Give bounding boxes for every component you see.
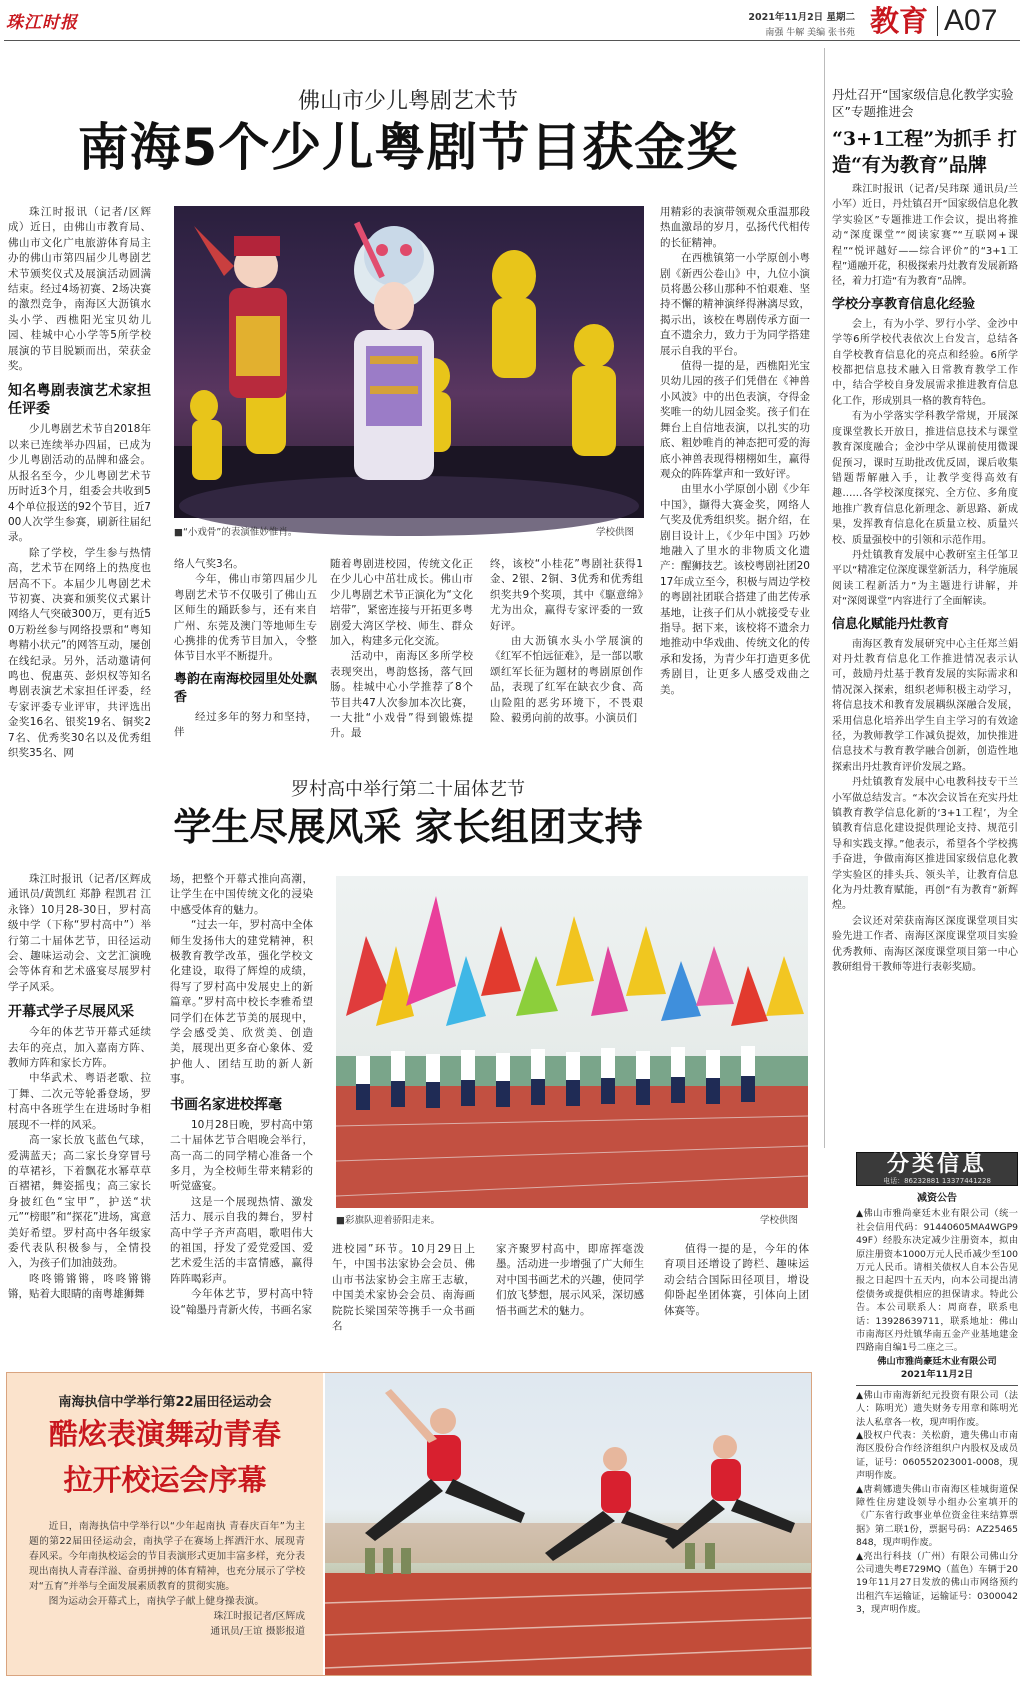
- header-divider: [937, 6, 938, 36]
- article1-col4: [490, 557, 643, 735]
- subheading: 书画名家进校挥毫: [170, 1096, 282, 1113]
- page-editors: 南强 牛解 美编 张书苑: [765, 28, 855, 38]
- subheading: 信息化赋能丹灶教育: [832, 616, 950, 632]
- article2-headline: 学生尽展风采 家长组团支持: [173, 805, 643, 849]
- paragraph: 会上，有为小学、罗行小学、金沙中学等6所学校代表依次上台发言，总结各自学校教育信息化的亮点和经验。6所学校都把信息技术融入日常教育教学工作中，结合学校自身发展需求推进教育信息化工作，形成别具一格的教育特色。: [832, 318, 1018, 407]
- classified-section: [856, 1192, 1018, 1677]
- article1-col1: [8, 205, 151, 759]
- sidebar-divider: [824, 48, 825, 1148]
- paragraph: 少儿粤剧艺术节自2018年以来已连续举办四届，已成为少儿粤剧活动的品牌和盛会。从报名至今，少儿粤剧艺术节历时近3个月，组委会共收到54个单位报送的92个节目，近700人次学生参赛，刷新往届纪录。: [8, 423, 151, 544]
- article3-kicker: 南海执信中学举行第22届田径运动会: [58, 1395, 272, 1410]
- flag-photo-caption: ■彩旗队迎着骄阳走来。: [336, 1215, 440, 1226]
- article1-col3: [330, 557, 473, 740]
- article1-headline: 南海5个少儿粤剧节目获金奖: [77, 119, 739, 178]
- paragraph: 用精彩的表演带领观众重温那段热血激昂的岁月，弘扬代代相传的长征精神。: [660, 206, 810, 249]
- photo-caption: 图为运动会开幕式上，南执学子献上健身操表演。: [48, 1596, 265, 1607]
- paper-name: 珠江时报: [6, 13, 78, 33]
- subheading: 粤韵在南海校园里处处飘香: [174, 671, 318, 705]
- paragraph: 中华武术、粤语老歌、拉丁舞、二次元等轮番登场，罗村高中各班学生在进场时争相展现不一样的风采。: [8, 1072, 151, 1131]
- notice-title: 减资公告: [917, 1193, 957, 1204]
- paragraph: 终，该校“小桂花”粤剧社获得1金、2银、2铜、3优秀和优秀组织奖共9个奖项，其中《駆意绵》尤为出众，赢得专家评委的一致好评。: [490, 558, 643, 632]
- paragraph: 经过多年的努力和坚持，伴: [174, 710, 317, 739]
- paragraph: 在西樵镇第一小学原创小粤剧《新西公卷山》中，九位小演员将愚公移山那种不怕艰难、坚持不懈的精神演绎得淋漓尽致，揭示出，该校在粤剧传承方面一直不遗余力，致力于为同学搭建展示自我的平台。: [660, 252, 810, 357]
- classified-notice: ▲佛山市雅尚豪廷木业有限公司（统一社会信用代码：91440605MA4WGP949F）经股东决定减少注册资本，拟由原注册资本1000万元人民币减少至100万元人民币。请相关债权人自本公告见报之日起四十五天内，向本公司提出清偿债务或提供相应的担保请求。特此公告。本公司联系人：周商春，联系电话：13928639711，联系地址：佛山市南海区丹灶镇华南五金产业基地建金四路南自编1号二座之三。: [856, 1208, 1018, 1354]
- article3-headline-2: 拉开校运会序幕: [63, 1463, 267, 1497]
- paragraph: 珠江时报讯（记者/区辉成 通讯员/黄凯红 郑静 程凯君 江永锋）10月28-30日，罗村高级中学（下称“罗村高中”）举行第二十届体艺节，田径运动会、趣味运动会、文艺汇演晚会等体育和艺术盛宴尽展罗村学子风采。: [8, 873, 151, 993]
- paragraph: 高一家长放飞蓝色气球，爱满蓝天；高二家长身穿冒号的草裙衫，下着飘花水幂草草百褶裙，舞姿摇曳；高三家长身披红色“宝甲”，护送“状元”“榜眼”和“探花”进场，寓意美好希望。罗村高中各年级家委代表队积极参与，全情投入，为孩子们加油鼓劲。: [8, 1134, 151, 1270]
- paragraph: 值得一提的是，西樵阳光宝贝幼儿园的孩子们凭借在《神兽小风波》中的出色表演，夺得金奖唯一的幼儿园金奖。孩子们在舞台上自信地表演，以扎实的功底、粗妙唯肖的神态把可爱的海底小神兽表现得栩栩如生，赢得观众的阵阵掌声和一致好评。: [660, 360, 810, 480]
- paragraph: 丹灶镇教育发展中心电教科技专干兰小军做总结发言。“本次会议旨在充实丹灶镇教育教学信息化新的‘3+1工程’，为全镇教育信息化建设提供理论支持、规范引导和实践支撑。”他表示，希望各个学校携手奋进，争做南海区推进国家级信息化教学实验区的排头兵、领头羊，让教育信息化为丹灶教育赋能，再创“有为教育”新辉煌。: [832, 777, 1018, 912]
- article1-col5: [660, 205, 810, 735]
- paragraph: 近日，南海执信中学举行以“少年起南执 青春庆百年”为主题的第22届田径运动会，南执学子在赛场上挥洒汗水、展现青春风采。今年南执校运会的节目表演形式更加丰富多样，充分表现出南执人青春洋溢、奋勇拼搏的体育精神，也充分展示了学校对“五育”并举与全面发展素质教育的贯彻实施。: [29, 1521, 305, 1592]
- paragraph: 活动中，南海区多所学校表现突出，粤韵悠扬，落气回肠。桂城中心小学推荐了8个节目共47人次参加本次比赛，一大批“小戏骨”得到锻炼提升。最: [330, 650, 473, 740]
- article3-body: [29, 1519, 305, 1639]
- article3-text-panel: [7, 1373, 323, 1675]
- paragraph: 这是一个展现热情、激发活力、展示自我的舞台，罗村高中学子齐声高唱，歌唱伟大的祖国，抒发了爱党爱国、爱艺术爱生活的丰富情感，赢得阵阵喝彩声。: [170, 1195, 313, 1285]
- article3-box: [6, 1372, 812, 1676]
- classified-banner: [856, 1152, 1018, 1186]
- flag-photo-credit: 学校供图: [760, 1215, 799, 1226]
- opera-performers-illustration: [174, 206, 644, 518]
- paragraph: 由里水小学原创小剧《少年中国》，撷得大赛金奖，网络人气奖及优秀组织奖。据介绍，在剧目设计上，《少年中国》巧妙地融入了里水的非物质文化遗产：醒狮技艺。该校粤剧社团2017年成立至今，积极与周边学校的粤剧社团联合搭建了曲艺传承基地，让孩子们从小就接受专业指导。据下来，该校将不遗余力地推动中华戏曲、传统文化的传承和发扬，为青少年打造更多优秀剧目，让更多人感受戏曲之美。: [660, 483, 810, 696]
- paragraph: 珠江时报讯（记者/区辉成）近日，由佛山市教育局、佛山市文化广电旅游体育局主办的佛山市第四届少儿粤剧艺术节颁奖仪式及展演活动圆满结束。经过4场初赛、2场决赛的激烈竞争，南海区大沥镇水头小学、西樵阳光宝贝幼儿园、桂城中心小学等5所学校展演的节目脱颖而出，荣获金奖。: [8, 206, 151, 373]
- paragraph: 今年的体艺节开幕式延续去年的亮点，加入嘉南方阵、教师方阵和家长方阵。: [8, 1026, 151, 1070]
- subheading: 开幕式学子尽展风采: [8, 1004, 134, 1021]
- classified-title: 分类信息: [886, 1152, 987, 1177]
- gymnastics-illustration: [325, 1373, 811, 1675]
- paragraph: 家齐聚罗村高中，即席挥毫泼墨。活动进一步增强了广大师生对中国书画艺术的兴趣，使同学们放飞梦想，展示风采，深切感悟书画艺术的魅力。: [496, 1243, 644, 1317]
- sidebar-body: [832, 182, 1018, 1152]
- paragraph: 珠江时报讯（记者/吴玮琛 通讯员/兰小军）近日，丹灶镇召开“国家级信息化教学实验区”专题推进工作会议，提出将推动“深度课堂”“阅读家赛”“互联网+课程”“悦评越好——综合评价”的“3+1工程”通融开花，积极探索丹灶教育发展新路径，着力打造“有为教育”品牌。: [832, 184, 1018, 288]
- paragraph: 值得一提的是，今年的体育项目还增设了跨栏、趣味运动会结合国际田径项目，增设仰卧起坐团体赛，引体向上团体赛等。: [664, 1243, 809, 1317]
- opera-photo: [174, 206, 644, 518]
- notice-date: 2021年11月2日: [900, 1369, 974, 1381]
- article3-headline-1: 酷炫表演舞动青春: [48, 1417, 281, 1451]
- paragraph: 随着粤剧进校园，传统文化正在少儿心中茁壮成长。佛山市少儿粤剧艺术节正演化为“文化培带”，紧密连接与开拓更多粤剧爱大湾区学校、师生、群众加入，构建多元化交流。: [330, 558, 473, 648]
- flag-team-illustration: [336, 876, 808, 1208]
- paragraph: “过去一年，罗村高中全体师生发扬伟大的建党精神，积极教育教学改革，强化学校文化建设，取得了辉煌的成绩，得写了罗村高中发展史上的新篇章。”罗村高中校长李雅希望同学们在体艺节美的展现中，学会感受美、欣赏美、创造美，展现出更多奋心象体、爱护他人、团结互助的新人新事。: [170, 919, 313, 1086]
- section-name: 教育: [870, 4, 929, 38]
- subheading: 知名粤剧表演艺术家担任评委: [8, 383, 151, 418]
- classified-contact: 电话：86232881 13377441228: [883, 1177, 991, 1185]
- credit-line: 珠江时报记者/区辉成: [213, 1611, 305, 1622]
- article2-col5: [664, 1242, 809, 1322]
- opera-photo-caption: ■“小戏骨”的表演惟妙惟肖。: [174, 527, 298, 538]
- classified-notice: ▲佛山市南海新纪元投资有限公司（法人：陈明光）遗失财务专用章和陈明光法人私章各一枚，现声明作废。: [856, 1389, 1018, 1428]
- header-date: [705, 9, 855, 38]
- subheading: 学校分享教育信息化经验: [832, 296, 976, 312]
- article2-col3: [332, 1242, 475, 1333]
- opera-photo-credit: 学校供图: [596, 527, 635, 538]
- paragraph: 场，把整个开幕式推向高潮，让学生在中国传统文化的浸染中感受体育的魅力。: [170, 873, 313, 916]
- paragraph: 今年体艺节，罗村高中特设“翰墨丹青新火传，书画名家: [170, 1288, 313, 1316]
- sidebar-kicker: 丹灶召开“国家级信息化教学实验区”专题推进会: [832, 87, 1014, 119]
- article2-kicker: 罗村高中举行第二十届体艺节: [291, 779, 525, 800]
- paragraph: 丹灶镇教育发展中心教研室主任邹卫平以“精准定位深度课堂新活力，科学施展阅读工程新活力”为主题进行讲解，并对“深阅课堂”内容进行了全面解读。: [832, 549, 1018, 608]
- paragraph: 南海区教育发展研究中心主任郑兰娟对丹灶教育信息化工作推进情况表示认可，鼓励丹灶基于教育发展的实际需求和情况深入探索，组织老师积极主动学习，将信息技术和教育发展耦纵深融合发展，采用信息化培养出学生自主学习的有效途径，为教师教学工作减负提效，加快推进信息技术与教育教学融合创新，创造性地探索出丹灶教育评价发展之路。: [832, 638, 1018, 773]
- sidebar-headline: “3+1工程”为抓手 打造“有为教育”品牌: [832, 128, 1017, 176]
- credit-line: 通讯员/王谊 摄影报道: [210, 1626, 305, 1637]
- paragraph: 进校园”环节。10月29日上午，中国书法家协会会员、佛山市书法家协会主席王志敏，中国美术家协会会员、南海画院院长梁国荣等携手一众书画名: [332, 1243, 475, 1333]
- paragraph: 由大沥镇水头小学展演的《红军不怕远征难》，是一部以歌颂红军长征为题材的粤剧原创作品，表现了红军在缺衣少食、高山险阻的恶劣环境下，不畏艰险、毅勇向前的故事。小演员们: [490, 635, 643, 725]
- article2-col1: [8, 872, 151, 1317]
- paragraph: 会议还对荣获南海区深度课堂项目实验先进工作者、南海区深度课堂项目实验优秀教师、南海区深度课堂项目第一中心教研组骨干教师等进行表彰奖励。: [832, 915, 1018, 974]
- masthead-logo: [6, 8, 86, 32]
- classified-notice: ▲亮出行科技（广州）有限公司佛山分公司遗失粤E729MQ（蓝色）车辆于2019年11月27日发放的佛山市网络预约出租汽车运输证，运输证号：03000423，现声明作废。: [856, 1550, 1018, 1616]
- classified-notice: ▲唐莉娜遗失佛山市南海区桂城街道保障性住房建设领导小组办公室填开的《广东省行政事业单位资金往来结算票据》第二联1份，票据号码：AZ25465848，现声明作废。: [856, 1483, 1018, 1549]
- article2-col2: [170, 872, 313, 1317]
- gymnastics-photo: [325, 1373, 811, 1675]
- paragraph: 今年，佛山市第四届少儿粤剧艺术节不仅吸引了佛山五区师生的踊跃参与，还有来自广州、东莞及澳门等地师生专心携排的优秀节目加入，令整体节目水平不断提升。: [174, 573, 317, 663]
- paragraph: 10月28日晚，罗村高中第二十届体艺节合唱晚会举行，高一高二的同学精心准备一个多月，为全校师生带来精彩的听觉盛宴。: [170, 1118, 313, 1193]
- article1-kicker: 佛山市少儿粤剧艺术节: [297, 89, 518, 114]
- classified-notice: ▲股权户代表：关松蔚，遗失佛山市南海区股份合作经济组织户内股权及成员证，证号：060552023001-0008，现声明作废。: [856, 1429, 1018, 1482]
- header-rule: [4, 40, 1020, 41]
- flag-team-photo: [336, 876, 808, 1208]
- notice-divider: [856, 1385, 1018, 1386]
- page-number: A07: [944, 4, 998, 37]
- notice-signature: 佛山市雅尚豪廷木业有限公司: [877, 1355, 997, 1367]
- paragraph: 有为小学落实学科教学常规，开展深度课堂教长开放日，推进信息技术与课堂教育深度融合；金沙中学从课前使用微课促预习，课时互助批改优反固，课后收集错题帮解融入手，让教学变得高效有趣……各学校深度探究、全方位、多角度地推广教育信息化新理念、新思路、新成果，发挥教育信息化在质量立校、质量兴校、质量强校中的引领和示范作用。: [832, 411, 1018, 546]
- paragraph: 络人气奖3名。: [174, 558, 244, 570]
- article2-col4: [496, 1242, 644, 1322]
- paragraph: 咚咚锵锵锵，咚咚锵锵锵，贴着大眼睛的南粤雄狮舞: [8, 1272, 151, 1301]
- issue-date: 2021年11月2日 星期二: [748, 12, 855, 23]
- article1-col2: [174, 557, 318, 739]
- paragraph: 除了学校，学生参与热情高，艺术节在网络上的热度也居高不下。本届少儿粤剧艺术节初赛、决赛和颁奖仪式累计网络人气突破300万，更有近50万粉丝参与网络投票和“粤知粤精小状元”的网答互动，屡创在线纪录。另外，活动邀请何鸣也、倪惠英、彭炽权等知名粤剧表演艺术家担任评委，经专家评委专业评审，共评选出金奖16名、银奖19名、铜奖27名、优秀奖30名以及优秀组织奖35名、网: [8, 546, 151, 759]
